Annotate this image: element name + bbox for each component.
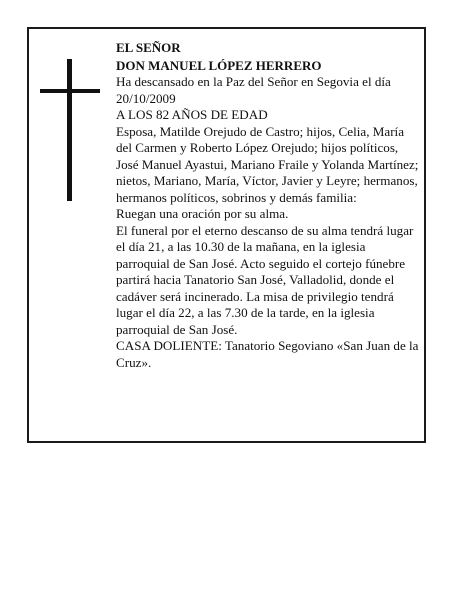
mourning-house: CASA DOLIENTE: Tanatorio Segoviano «San Juan de la Cruz».: [116, 338, 419, 370]
rest-announcement: Ha descansado en la Paz del Señor en Segovia el día 20/10/2009: [116, 74, 391, 106]
deceased-name: DON MANUEL LÓPEZ HERRERO: [116, 57, 322, 73]
cross-icon: [40, 59, 100, 201]
prayer-request: Ruegan una oración por su alma.: [116, 206, 289, 221]
age-line: A LOS 82 AÑOS DE EDAD: [116, 107, 268, 122]
obituary-text: [116, 40, 422, 371]
obituary-title: EL SEÑOR: [116, 40, 181, 55]
obituary-notice: [27, 27, 426, 443]
family-list: Esposa, Matilde Orejudo de Castro; hijos, Celia, María del Carmen y Roberto López Orejudo; hijos políticos, José Manuel Ayastui, Mariano Fraile y Yolanda Martínez; nietos, Mariano, María, Víctor, Javier y Leyre; hermanos, hermanos políticos, sobrinos y demás familia:: [116, 123, 419, 205]
funeral-details: El funeral por el eterno descanso de su alma tendrá lugar el día 21, a las 10.30 de la mañana, en la iglesia parroquial de San José. Acto seguido el cortejo fúnebre partirá hacia Tanatorio San José, Valladolid, donde el cadáver será incinerado. La misa de privilegio tendrá lugar el día 22, a las 7.30 de la tarde, en la iglesia parroquial de San José.: [116, 222, 414, 337]
cross-horizontal-bar: [40, 89, 100, 93]
cross-vertical-bar: [67, 59, 72, 201]
